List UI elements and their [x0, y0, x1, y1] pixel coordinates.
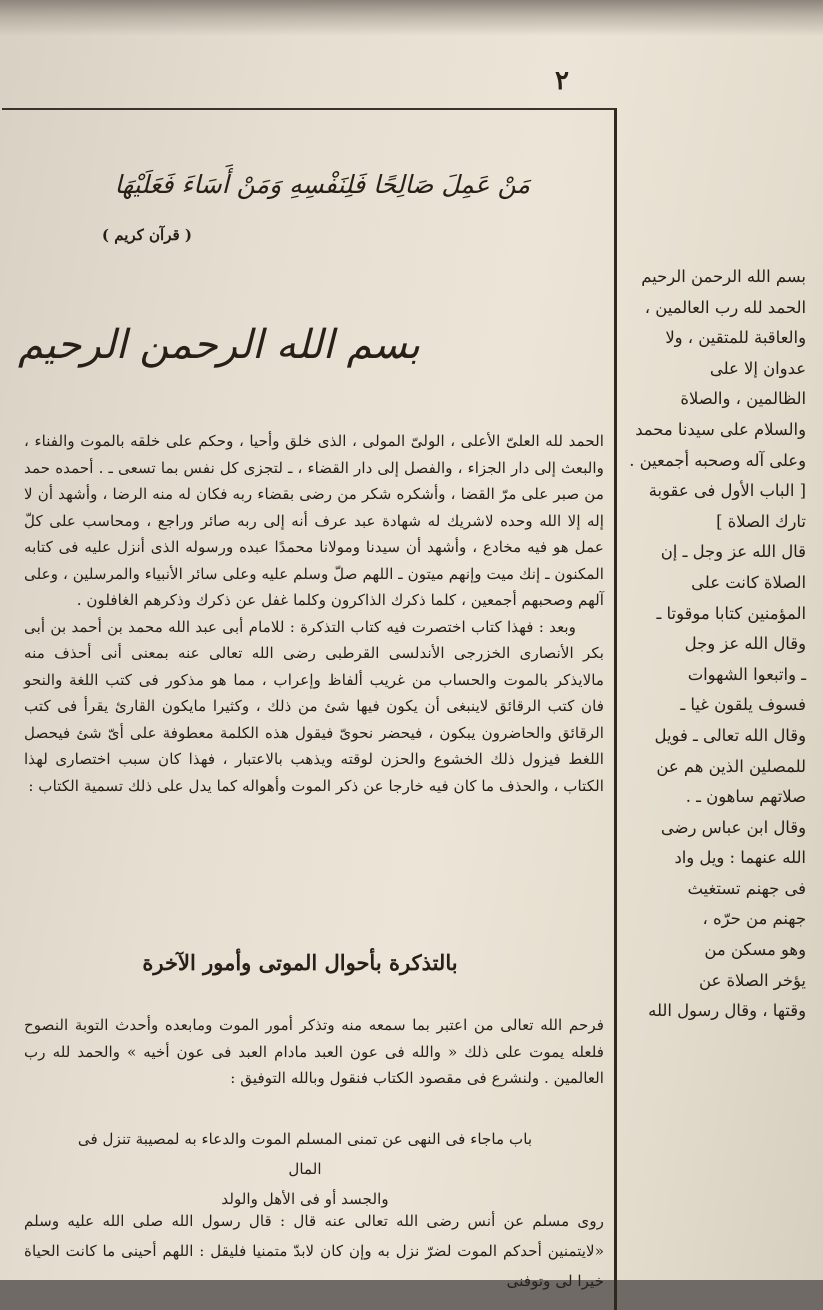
opening-paragraph: الحمد لله العلىّ الأعلى ، الولىّ المولى ، الذى خلق وأحيا ، وحكم على خلقه بالموت والفناء ، والبعث إلى دار الجزاء ، والفصل إلى دار القضاء ، ـ لتجزى كل نفس بما تسعى ـ . أحمده حمد من صبر على مرّ القضا ، وأشكره شكر من رضى بقضاء ربه فكان له منه الرضا ، وأشهد أن لا إله إلا الله وحده لاشريك له شهادة عبد عرف أنه إلى ربه صائر وراجع ، ومحاسب على كلّ عمل هو فيه مخادع ، وأشهد أن سيدنا ومولانا محمدًا عبده ورسوله الذى أنزل عليه فى كتابه المكنون ـ إنك ميت وإنهم ميتون ـ اللهم صلّ وسلم عليه وعلى سائر الأنبياء والمرسلين ، وعلى آلهم وصحبهم أجمعين ، كلما ذكرك الذاكرون وكلما غفل عن ذكرك وذكرهم الغافلون .: [24, 432, 604, 609]
quran-source: ( قرآن كريم ): [101, 226, 192, 244]
introduction-paragraph: وبعد : فهذا كتاب اختصرت فيه كتاب التذكرة : للامام أبى عبد الله محمد بن أحمد بن أبى بكر الأنصارى الخزرجى الأندلسى القرطبى رضى الله تعالى عنه بمعنى أنى أحذف منه مالايذكر بالموت والحساب من غريب ألفاظ وإعراب ، مما هو مذكور فى كتب اللغة والنحو فان كتب الرقائق لاينبغى أن يكون فيها شئ من ذلك ، وكثيرا مايكون القارئ يقرأ فى كتب الرقائق والحاضرون يبكون ، فيحضر نحوىّ فيقول هذه الكلمة معطوفة على أىّ شئ فيحصل اللغط فيزول ذلك الخشوع والحزن لوقته ويذهب بالاعتبار ، فهذا كان سبب اختصارى لهذا الكتاب ، والحذف ما كان فيه خارجا عن ذكر الموت وأهواله كما يدل على ذلك تسمية الكتاب :: [24, 617, 604, 795]
margin-line: وهو مسكن من: [704, 940, 806, 960]
second-text: [24, 1012, 604, 1092]
page-number: ٢: [555, 66, 569, 96]
margin-line: وقتها ، وقال رسول الله: [648, 1001, 806, 1021]
margin-line: عدوان إلا على: [709, 358, 806, 378]
chapter-title-line-1: باب ماجاء فى النهى عن تمنى المسلم الموت والدعاء به لمصيبة تنزل فى المال: [77, 1130, 533, 1178]
margin-line: الله عنهما : ويل واد: [674, 848, 806, 868]
margin-line: ـ واتبعوا الشهوات: [687, 664, 806, 684]
margin-line: الصلاة كانت على: [691, 572, 806, 592]
margin-line: تارك الصلاة ]: [716, 511, 806, 531]
chapter-title-line-2: والجسد أو فى الأهل والولد: [221, 1190, 389, 1208]
margin-line: جهنم من حرّه ،: [702, 909, 806, 929]
margin-line: وعلى آله وصحبه أجمعين .: [629, 450, 806, 470]
margin-line: وقال الله تعالى ـ فويل: [654, 725, 806, 745]
margin-line: بسم الله الرحمن الرحيم: [641, 267, 806, 286]
closing-paragraph: فرحم الله تعالى من اعتبر بما سمعه منه وتذكر أمور الموت ومابعده وأحدث التوبة النصوح فلعله يموت على ذلك « والله فى عون العبد مادام العبد فى عون أخيه » والحمد لله رب العالمين . ولنشرع فى مقصود الكتاب فنقول وبالله التوفيق :: [24, 1016, 604, 1087]
page-top-shadow: [0, 0, 823, 36]
margin-line: فسوف يلقون غيا ـ: [680, 695, 806, 715]
margin-line: فى جهنم تستغيث: [687, 878, 806, 898]
margin-line: [ الباب الأول فى عقوبة: [648, 481, 806, 501]
margin-line: صلاتهم ساهون ـ .: [685, 787, 806, 807]
margin-line: والعاقبة للمتقين ، ولا: [665, 328, 806, 348]
margin-line: الحمد لله رب العالمين ،: [644, 297, 806, 317]
margin-line: وقال الله عز وجل: [684, 634, 806, 654]
quran-verse: مَنْ عَمِلَ صَالِحًا فَلِنَفْسِهِ وَمَنْ أَسَاءَ فَعَلَيْهَا: [114, 170, 530, 199]
margin-line: المؤمنين كتابا موقوتا ـ: [656, 603, 806, 623]
margin-line: يؤخر الصلاة عن: [698, 970, 806, 990]
margin-line: والسلام على سيدنا محمد: [635, 419, 806, 439]
margin-text-column: [624, 262, 806, 1027]
main-text: [24, 428, 604, 799]
margin-line: وقال ابن عباس رضى: [660, 817, 806, 837]
book-title-subheading: بالتذكرة بأحوال الموتى وأمور الآخرة: [142, 950, 458, 975]
basmala-heading: بسم الله الرحمن الرحيم: [17, 322, 420, 368]
margin-line: قال الله عز وجل ـ إن: [660, 542, 806, 562]
hadith-text: روى مسلم عن أنس رضى الله تعالى عنه قال : قال رسول الله صلى الله عليه وسلم «لايتمنين أحدكم الموت لضرّ نزل به وإن كان لابدّ متمنيا فليقل : اللهم أحينى ما كانت الحياة خيرا لى وتوفنى: [24, 1212, 604, 1290]
chapter-title: [60, 1124, 550, 1214]
margin-line: للمصلين الذين هم عن: [656, 756, 806, 776]
margin-line: الظالمين ، والصلاة: [680, 389, 806, 409]
